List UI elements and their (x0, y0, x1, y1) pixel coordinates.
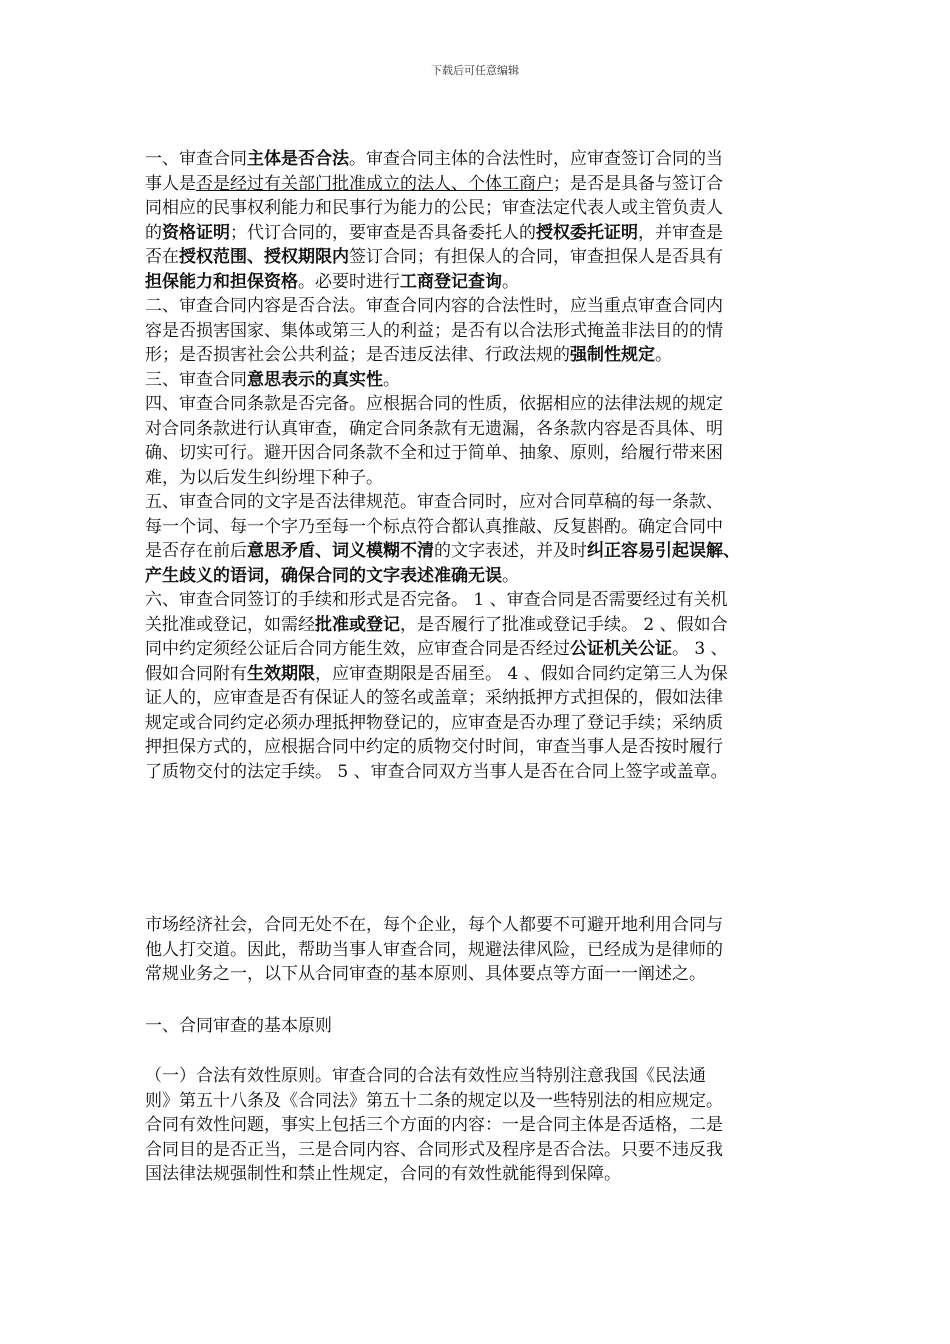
bold-text: 意思表示的真实性 (247, 369, 383, 390)
text-run: ；代订合同的，要审查是否具备委托人的 (230, 222, 536, 243)
text-run: 对合同条款进行认真审查，确定合同条款有无遗漏，各条款内容是否具体、明 (145, 418, 723, 439)
text-run: 是否存在前后 (145, 541, 247, 561)
text-line (145, 196, 825, 221)
text-line (145, 294, 825, 319)
text-line (145, 711, 825, 736)
text-line (145, 539, 825, 564)
text-run: 容是否损害国家、集体或第三人的利益；是否有以合法形式掩盖非法目的的情 (145, 320, 723, 341)
text-line (145, 662, 825, 687)
bold-text: 意思矛盾、词义模糊不清 (247, 541, 434, 561)
text-line (145, 735, 825, 760)
section-2-heading-block (145, 1014, 825, 1039)
text-line: （一）合法有效性原则。审查合同的合法有效性应当特别注意我国《民法通 (145, 1066, 706, 1086)
text-run: 。审查合同主体的合法性时，应审查签订合同的当 (349, 149, 723, 169)
bold-text: 担保能力和担保资格 (145, 271, 298, 292)
text-run: 每一个词、每一个字乃至每一个标点符合都认真推敲、反复斟酌。确定合同中 (145, 516, 723, 537)
text-line (145, 147, 825, 172)
text-run: 关批准或登记，如需经 (145, 614, 315, 635)
text-run: 一、审查合同 (145, 149, 247, 169)
text-run: 六、审查合同签订的手续和形式是否完备。 1 、审查合同是否需要经过有关机 (145, 590, 728, 610)
bold-text: 纠正容易引起误解、 (587, 541, 740, 561)
text-line (145, 613, 825, 638)
bold-text: 主体是否合法 (247, 149, 349, 169)
principles-heading: 一、合同审查的基本原则 (145, 1016, 332, 1036)
text-line: 则》第五十八条及《合同法》第五十二条的规定以及一些特别法的相应规定。 (145, 1090, 723, 1111)
text-run: 。 (383, 369, 400, 390)
text-run: 难，为以后发生纠纷埋下种子。 (145, 467, 383, 488)
text-run: 二、审查合同内容是否合法。审查合同内容的合法性时，应当重点审查合同内 (145, 296, 723, 316)
text-run: ；是否是具备与签订合 (553, 173, 723, 194)
bold-text: 资格证明 (162, 222, 230, 243)
underlined-text: 否是经过有关部门批准成立的法人、个体工商户 (196, 173, 553, 194)
text-run: 三、审查合同 (145, 369, 247, 390)
text-run: ，应审查期限是否届至。 4 、假如合同约定第三人为保 (315, 663, 728, 684)
bold-text: 强制性规定 (570, 345, 655, 365)
text-line: 市场经济社会，合同无处不在，每个企业，每个人都要不可避开地利用合同与 (145, 915, 723, 935)
text-run: 假如合同附有 (145, 663, 247, 684)
text-line: 常规业务之一，以下从合同审查的基本原则、具体要点等方面一一阐述之。 (145, 964, 706, 984)
text-run: 形；是否损害社会公共利益；是否违反法律、行政法规的 (145, 345, 570, 365)
text-run: 。 (502, 565, 519, 586)
text-line: 他人打交道。因此，帮助当事人审查合同，规避法律风险，已经成为是律师的 (145, 939, 723, 960)
page-header: 下载后可任意编辑 (431, 64, 519, 77)
text-run: 。 (502, 271, 519, 292)
text-line (145, 515, 825, 540)
bold-text: 授权范围、授权期限内 (179, 247, 349, 267)
text-line (145, 760, 825, 785)
bold-text: 批准或登记 (315, 614, 400, 635)
text-run: 押担保方式的，应根据合同中约定的质物交付时间，审查当事人是否按时履行 (145, 737, 723, 757)
text-run: 。 3 、 (672, 639, 728, 659)
text-line (145, 270, 825, 295)
text-line (145, 466, 825, 491)
legal-validity-paragraph (145, 1064, 825, 1187)
text-run: 确、切实可行。避开因合同条款不全和过于简单、抽象、原则，给履行带来困 (145, 443, 723, 463)
text-line (145, 588, 825, 613)
text-line (145, 368, 825, 393)
bold-text: 授权委托证明 (536, 222, 638, 243)
text-line (145, 417, 825, 442)
text-run: 同中约定须经公证后合同方能生效，应审查合同是否经过 (145, 639, 570, 659)
bold-text: 工商登记查询 (400, 271, 502, 292)
text-line (145, 343, 825, 368)
bold-text: 公证机关公证 (570, 639, 672, 659)
text-line (145, 221, 825, 246)
text-line: 合同有效性问题，事实上包括三个方面的内容：一是合同主体是否适格，二是 (145, 1115, 723, 1135)
text-run: 的 (145, 222, 162, 243)
text-run: 同相应的民事权利能力和民事行为能力的公民；审查法定代表人或主管负责人 (145, 198, 723, 218)
text-run: 签订合同；有担保人的合同，审查担保人是否具有 (349, 247, 723, 267)
text-line (145, 564, 825, 589)
text-line (145, 686, 825, 711)
text-line: 国法律法规强制性和禁止性规定，合同的有效性就能得到保障。 (145, 1164, 621, 1184)
text-line (145, 319, 825, 344)
text-run: 证人的，应审查是否有保证人的签名或盖章；采纳抵押方式担保的，假如法律 (145, 688, 723, 708)
text-run: 否在 (145, 247, 179, 267)
text-line (145, 245, 825, 270)
text-run: 了质物交付的法定手续。 5 、审查合同双方当事人是否在合同上签字或盖章。 (145, 761, 728, 782)
text-line (145, 392, 825, 417)
text-run: 。必要时进行 (298, 271, 400, 292)
section-1-review-points (145, 147, 825, 784)
bold-text: 生效期限 (247, 663, 315, 684)
text-run: 规定或合同约定必须办理抵押物登记的，应审查是否办理了登记手续；采纳质 (145, 712, 723, 733)
bold-text: 产生歧义的语词，确保合同的文字表述准确无误 (145, 565, 502, 586)
section-2-intro (145, 913, 825, 987)
text-run: 的文字表述，并及时 (434, 541, 587, 561)
text-run: 四、审查合同条款是否完备。应根据合同的性质，依据相应的法律法规的规定 (145, 394, 723, 414)
text-line (145, 490, 825, 515)
text-line: 合同目的是否正当，三是合同内容、合同形式及程序是否合法。只要不违反我 (145, 1139, 723, 1160)
text-line (145, 172, 825, 197)
text-line (145, 441, 825, 466)
text-run: ，是否履行了批准或登记手续。 2 、假如合 (400, 614, 728, 635)
text-run: ，并审查是 (638, 222, 723, 243)
text-run: 事人是 (145, 173, 196, 194)
text-run: 五、审查合同的文字是否法律规范。审查合同时，应对合同草稿的每一条款、 (145, 492, 723, 512)
text-run: 。 (655, 345, 672, 365)
text-line (145, 637, 825, 662)
